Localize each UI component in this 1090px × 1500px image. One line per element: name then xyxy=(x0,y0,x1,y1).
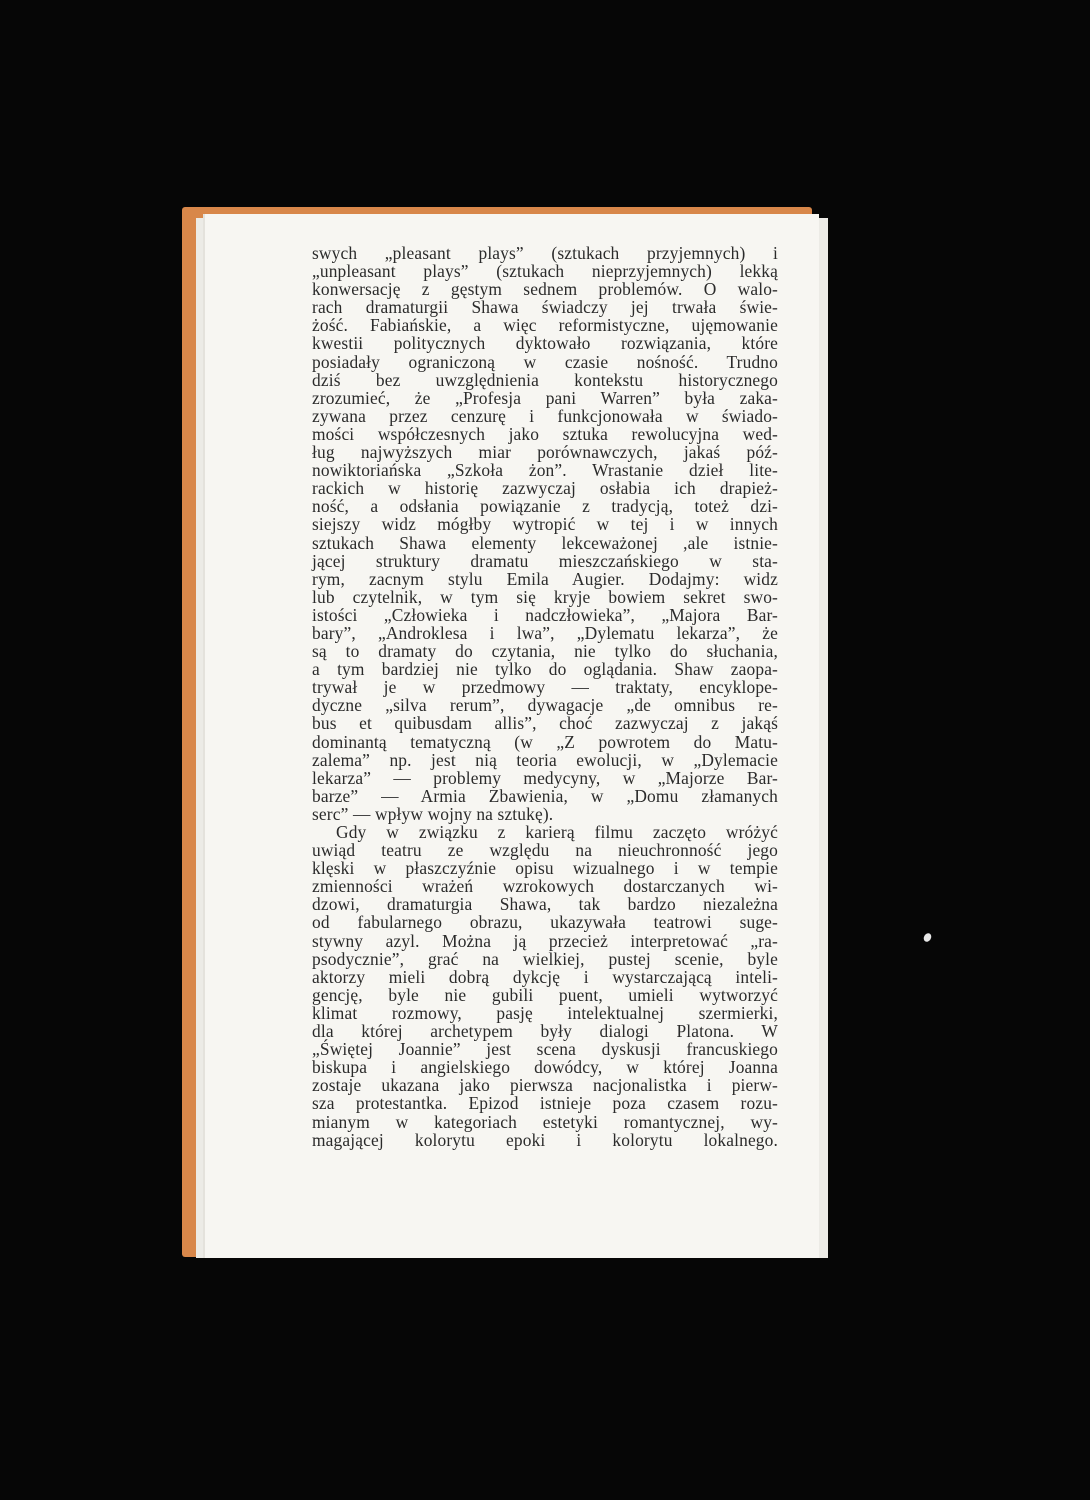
body-text xyxy=(312,244,778,1149)
text-line: psodycznie”, grać na wielkiej, pustej scenie, byle xyxy=(312,948,778,969)
text-line: klimat rozmowy, pasję intelektualnej szermierki, xyxy=(312,1002,778,1023)
text-line: zalema” np. jest nią teoria ewolucji, w „Dylemacie xyxy=(312,749,778,770)
text-line: zywana przez cenzurę i funkcjonowała w świado- xyxy=(312,405,778,426)
text-line: rym, zacnym stylu Emila Augier. Dodajmy: widz xyxy=(312,568,778,589)
text-line: nowiktoriańska „Szkoła żon”. Wrastanie dzieł lite- xyxy=(312,460,778,481)
text-line: bus et quibusdam allis”, choć zazwyczaj z jakąś xyxy=(312,713,778,734)
text-line: ność, a odsłania powiązanie z tradycją, toteż dzi- xyxy=(312,496,778,517)
text-line: lekarza” — problemy medycyny, w „Majorze Bar- xyxy=(312,767,778,788)
text-line: „unpleasant plays” (sztukach nieprzyjemnych) lekką xyxy=(312,261,778,282)
text-line: dla której archetypem były dialogi Platona. W xyxy=(312,1021,778,1042)
text-line: jącej struktury dramatu mieszczańskiego w sta- xyxy=(312,550,778,571)
text-line: a tym bardziej nie tylko do oglądania. Shaw zaopa- xyxy=(312,659,778,680)
text-line: gencję, byle nie gubili puent, umieli wytworzyć xyxy=(312,984,778,1005)
dust-speck xyxy=(922,932,933,943)
text-line: aktorzy mieli dobrą dykcję i wystarczającą inteli- xyxy=(312,966,778,987)
text-line: dzowi, dramaturgia Shawa, tak bardzo niezależna xyxy=(312,894,778,915)
text-line: klęski w płaszczyźnie opisu wizualnego i w tempie xyxy=(312,858,778,879)
text-line: zrozumieć, że „Profesja pani Warren” była zaka- xyxy=(312,387,778,408)
text-line: posiadały ograniczoną w czasie nośność. Trudno xyxy=(312,351,778,372)
text-line: kwestii politycznych dyktowało rozwiązania, które xyxy=(312,333,778,354)
text-line: dyczne „silva rerum”, dywagacje „de omnibus re- xyxy=(312,695,778,716)
text-line: dominantą tematyczną (w „Z powrotem do Matu- xyxy=(312,731,778,752)
text-line: od fabularnego obrazu, ukazywała teatrowi suge- xyxy=(312,912,778,933)
text-line: mości współczesnych jako sztuka rewolucyjna wed- xyxy=(312,423,778,444)
text-line: uwiąd teatru ze względu na nieuchronność jego xyxy=(312,840,778,861)
text-line: magającej kolorytu epoki i kolorytu lokalnego. xyxy=(312,1129,778,1150)
text-line: trywał je w przedmowy — traktaty, encyklope- xyxy=(312,677,778,698)
text-line: lub czytelnik, w tym się kryje bowiem sekret swo- xyxy=(312,586,778,607)
text-line: rach dramaturgii Shawa świadczy jej trwała świe- xyxy=(312,297,778,318)
text-line: barze” — Armia Zbawienia, w „Domu złamanych xyxy=(312,785,778,806)
text-line: zmienności wrażeń wzrokowych dostarczanych wi- xyxy=(312,876,778,897)
text-line: ług najwyższych miar porównawczych, jakaś póź- xyxy=(312,442,778,463)
text-line: zostaje ukazana jako pierwsza nacjonalistka i pierw- xyxy=(312,1075,778,1096)
text-line: bary”, „Androklesa i lwa”, „Dylematu lekarza”, że xyxy=(312,622,778,643)
text-line: sza protestantka. Epizod istnieje poza czasem rozu- xyxy=(312,1093,778,1114)
text-line: mianym w kategoriach estetyki romantycznej, wy- xyxy=(312,1111,778,1132)
text-line: siejszy widz mógłby wytropić w tej i w innych xyxy=(312,514,778,535)
paragraph-start-line: Gdy w związku z karierą filmu zaczęto wróżyć xyxy=(336,822,778,842)
text-line: biskupa i angielskiego dowódcy, w której Joanna xyxy=(312,1057,778,1078)
text-line: istości „Człowieka i nadczłowieka”, „Majora Bar- xyxy=(312,604,778,625)
text-line: dziś bez uwzględnienia kontekstu historycznego xyxy=(312,369,778,390)
text-line: sztukach Shawa elementy lekceważonej ,ale istnie- xyxy=(312,532,778,553)
text-line: stywny azyl. Można ją przecież interpretować „ra- xyxy=(312,930,778,951)
text-line: są to dramaty do czytania, nie tylko do słuchania, xyxy=(312,641,778,662)
paragraph-end-line: serc” — wpływ wojny na sztukę). xyxy=(312,803,554,824)
text-line: „Świętej Joannie” jest scena dyskusji francuskiego xyxy=(312,1039,778,1060)
text-line: żość. Fabiańskie, a więc reformistyczne, ujęmowanie xyxy=(312,315,778,336)
text-line: konwersację z gęstym sednem problemów. O walo- xyxy=(312,279,778,300)
text-line: swych „pleasant plays” (sztukach przyjemnych) i xyxy=(312,243,778,263)
text-line: rackich w historię zazwyczaj osłabia ich drapież- xyxy=(312,478,778,499)
